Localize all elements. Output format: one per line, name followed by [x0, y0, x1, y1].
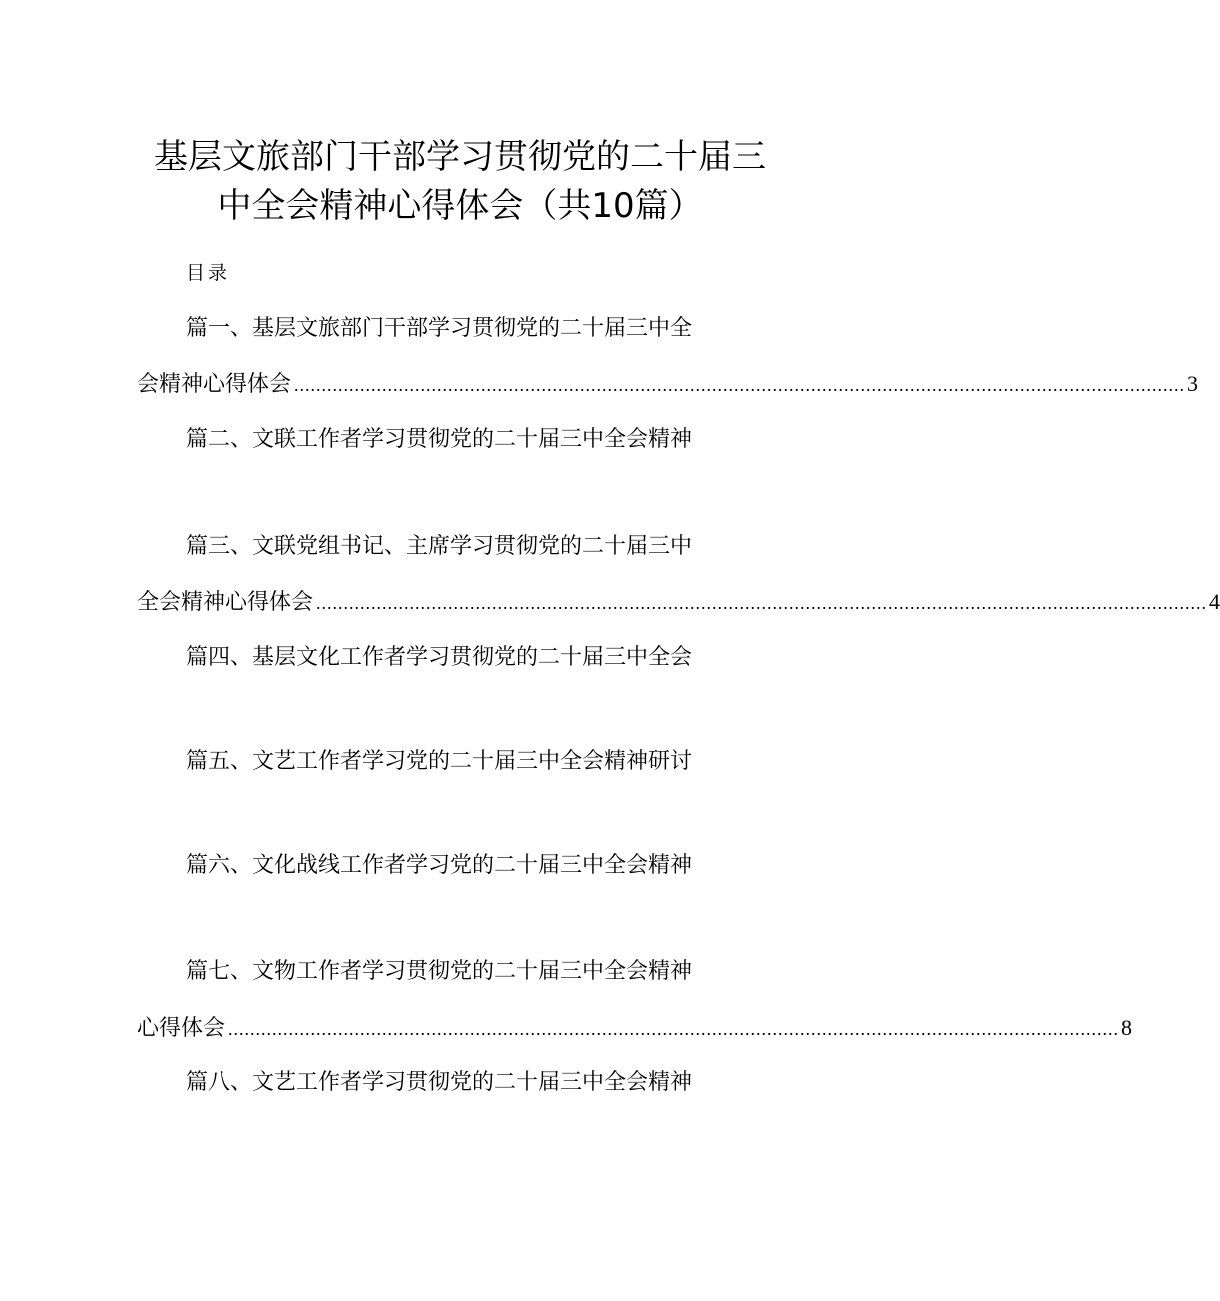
toc-entry-5-line-1: 篇五、文艺工作者学习党的二十届三中全会精神研讨: [186, 749, 693, 774]
toc-entry-7-line-2: [137, 1013, 1133, 1044]
toc-entry-4-line-1: 篇四、基层文化工作者学习贯彻党的二十届三中全会: [186, 645, 693, 670]
toc-entry-7-leader-dots: ..................................................................................................................................................................: [228, 1019, 1120, 1039]
toc-entry-7-continuation: 心得体会: [137, 1016, 226, 1041]
toc-entry-3-leader-dots: ..................................................................................................................................................................: [316, 593, 1208, 613]
toc-entry-1-page-number: 3: [1187, 371, 1199, 396]
toc-entry-1-line-1: 篇一、基层文旅部门干部学习贯彻党的二十届三中全: [186, 316, 693, 341]
toc-heading: 目录: [186, 262, 231, 284]
toc-entry-7-page-number: 8: [1121, 1015, 1133, 1040]
toc-entry-6-line-1: 篇六、文化战线工作者学习党的二十届三中全会精神: [186, 853, 693, 878]
toc-entry-8-line-1: 篇八、文艺工作者学习贯彻党的二十届三中全会精神: [186, 1070, 693, 1095]
toc-entry-2-line-1: 篇二、文联工作者学习贯彻党的二十届三中全会精神: [186, 427, 693, 452]
toc-entry-1-continuation: 会精神心得体会: [137, 372, 292, 397]
toc-entry-3-line-2: [137, 587, 1220, 618]
toc-entry-3-line-1: 篇三、文联党组书记、主席学习贯彻党的二十届三中: [186, 534, 693, 559]
toc-entry-1-line-2: [137, 369, 1199, 400]
toc-entry-3-continuation: 全会精神心得体会: [137, 590, 314, 615]
toc-entry-7-line-1: 篇七、文物工作者学习贯彻党的二十届三中全会精神: [186, 959, 693, 984]
toc-entry-1-leader-dots: ..................................................................................................................................................................: [294, 375, 1186, 395]
document-title-line-1: 基层文旅部门干部学习贯彻党的二十届三: [154, 137, 766, 177]
document-title-line-2: 中全会精神心得体会（共10篇）: [217, 186, 703, 226]
toc-entry-3-page-number: 4: [1209, 589, 1220, 614]
